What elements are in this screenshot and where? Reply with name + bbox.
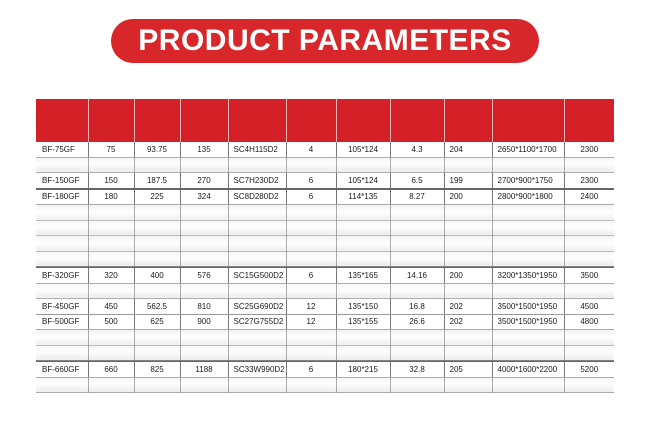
cell-cyl: 6 <box>286 189 336 205</box>
cell-g: 205 <box>444 361 492 377</box>
cell-bore: 105*124 <box>336 142 390 157</box>
cell-cyl <box>286 157 336 173</box>
table-row <box>36 299 614 315</box>
cell-cyl: 4 <box>286 142 336 157</box>
cell-engine: SC7H230D2 <box>228 173 286 189</box>
cell-g: 200 <box>444 267 492 283</box>
cell-bore <box>336 283 390 299</box>
cell-disp <box>390 251 444 267</box>
cell-kva <box>134 330 180 346</box>
table-row <box>36 330 614 346</box>
cell-dim: 4000*1600*2200 <box>492 361 564 377</box>
cell-model: BF-320GF <box>36 267 88 283</box>
cell-weight <box>564 205 614 221</box>
cell-a: 900 <box>180 314 228 330</box>
table-row <box>36 236 614 252</box>
cell-engine: SC33W990D2 <box>228 361 286 377</box>
cell-kva: 625 <box>134 314 180 330</box>
cell-disp <box>390 377 444 393</box>
table-row <box>36 283 614 299</box>
cell-kw <box>88 345 134 361</box>
table-row <box>36 267 614 283</box>
cell-model: BF-180GF <box>36 189 88 205</box>
cell-dim <box>492 377 564 393</box>
cell-a <box>180 220 228 236</box>
cell-disp <box>390 236 444 252</box>
cell-disp <box>390 345 444 361</box>
cell-g <box>444 345 492 361</box>
cell-kw: 450 <box>88 299 134 315</box>
table-row <box>36 251 614 267</box>
cell-dim <box>492 205 564 221</box>
cell-bore: 135*150 <box>336 299 390 315</box>
cell-bore: 135*165 <box>336 267 390 283</box>
cell-weight: 2300 <box>564 173 614 189</box>
cell-kw: 660 <box>88 361 134 377</box>
header-cell <box>180 99 228 142</box>
cell-model <box>36 236 88 252</box>
cell-model: BF-500GF <box>36 314 88 330</box>
cell-kva <box>134 157 180 173</box>
header-cell <box>444 99 492 142</box>
cell-engine: SC15G500D2 <box>228 267 286 283</box>
cell-kva <box>134 205 180 221</box>
cell-kw <box>88 220 134 236</box>
cell-engine <box>228 236 286 252</box>
cell-a <box>180 251 228 267</box>
cell-a <box>180 330 228 346</box>
cell-g <box>444 157 492 173</box>
cell-weight <box>564 345 614 361</box>
cell-disp: 32.8 <box>390 361 444 377</box>
table-row <box>36 361 614 377</box>
cell-kw <box>88 330 134 346</box>
cell-dim <box>492 283 564 299</box>
cell-disp: 26.6 <box>390 314 444 330</box>
cell-a: 270 <box>180 173 228 189</box>
cell-kva: 400 <box>134 267 180 283</box>
cell-engine <box>228 377 286 393</box>
cell-weight: 5200 <box>564 361 614 377</box>
cell-kva <box>134 251 180 267</box>
table-row <box>36 157 614 173</box>
cell-kva <box>134 377 180 393</box>
header-cell <box>228 99 286 142</box>
header-cell <box>390 99 444 142</box>
cell-dim <box>492 345 564 361</box>
header-cell <box>564 99 614 142</box>
cell-dim: 2800*900*1800 <box>492 189 564 205</box>
cell-dim <box>492 330 564 346</box>
table-row <box>36 314 614 330</box>
cell-dim <box>492 157 564 173</box>
cell-kva <box>134 345 180 361</box>
cell-cyl <box>286 205 336 221</box>
cell-g: 202 <box>444 299 492 315</box>
cell-cyl: 6 <box>286 267 336 283</box>
header-cell <box>36 99 88 142</box>
cell-model <box>36 220 88 236</box>
cell-model <box>36 205 88 221</box>
cell-cyl <box>286 236 336 252</box>
cell-kva <box>134 283 180 299</box>
cell-kw: 150 <box>88 173 134 189</box>
header-cell <box>286 99 336 142</box>
cell-model <box>36 251 88 267</box>
cell-weight <box>564 236 614 252</box>
cell-model: BF-660GF <box>36 361 88 377</box>
cell-cyl: 6 <box>286 173 336 189</box>
cell-a <box>180 236 228 252</box>
cell-model: BF-150GF <box>36 173 88 189</box>
cell-kva: 93.75 <box>134 142 180 157</box>
cell-g: 202 <box>444 314 492 330</box>
cell-a: 324 <box>180 189 228 205</box>
cell-disp <box>390 205 444 221</box>
parameters-table-wrapper <box>36 99 614 393</box>
cell-a <box>180 205 228 221</box>
cell-dim: 3500*1500*1950 <box>492 314 564 330</box>
cell-bore <box>336 345 390 361</box>
cell-a <box>180 157 228 173</box>
cell-model <box>36 345 88 361</box>
cell-cyl <box>286 377 336 393</box>
cell-bore: 135*155 <box>336 314 390 330</box>
cell-cyl <box>286 283 336 299</box>
cell-g <box>444 236 492 252</box>
table-header-row <box>36 99 614 142</box>
cell-weight: 4500 <box>564 299 614 315</box>
cell-bore <box>336 330 390 346</box>
cell-engine: SC4H115D2 <box>228 142 286 157</box>
cell-a <box>180 345 228 361</box>
cell-engine <box>228 330 286 346</box>
header-cell <box>88 99 134 142</box>
cell-engine <box>228 345 286 361</box>
cell-dim <box>492 220 564 236</box>
cell-kw <box>88 377 134 393</box>
table-row <box>36 173 614 189</box>
cell-cyl <box>286 251 336 267</box>
cell-model: BF-75GF <box>36 142 88 157</box>
cell-kw <box>88 157 134 173</box>
cell-weight: 3500 <box>564 267 614 283</box>
parameters-table <box>36 99 614 393</box>
cell-kw <box>88 251 134 267</box>
cell-bore <box>336 157 390 173</box>
header-cell <box>336 99 390 142</box>
cell-bore <box>336 251 390 267</box>
cell-dim: 2700*900*1750 <box>492 173 564 189</box>
cell-cyl: 12 <box>286 299 336 315</box>
cell-engine <box>228 251 286 267</box>
title-banner <box>111 19 539 63</box>
cell-engine: SC25G690D2 <box>228 299 286 315</box>
cell-engine <box>228 205 286 221</box>
cell-bore <box>336 377 390 393</box>
cell-engine <box>228 283 286 299</box>
cell-bore: 105*124 <box>336 173 390 189</box>
cell-g: 200 <box>444 189 492 205</box>
cell-g: 199 <box>444 173 492 189</box>
cell-kva <box>134 220 180 236</box>
cell-bore <box>336 220 390 236</box>
cell-cyl: 6 <box>286 361 336 377</box>
cell-bore: 114*135 <box>336 189 390 205</box>
cell-dim: 3200*1350*1950 <box>492 267 564 283</box>
cell-kva: 562.5 <box>134 299 180 315</box>
cell-disp <box>390 220 444 236</box>
page-title: PRODUCT PARAMETERS <box>138 24 512 57</box>
cell-bore <box>336 236 390 252</box>
cell-kva: 187.5 <box>134 173 180 189</box>
cell-kw <box>88 205 134 221</box>
header-cell <box>134 99 180 142</box>
cell-disp: 8.27 <box>390 189 444 205</box>
cell-weight <box>564 220 614 236</box>
cell-a: 135 <box>180 142 228 157</box>
table-body <box>36 142 614 393</box>
cell-disp <box>390 330 444 346</box>
cell-weight: 2300 <box>564 142 614 157</box>
cell-g <box>444 283 492 299</box>
cell-a: 576 <box>180 267 228 283</box>
cell-g: 204 <box>444 142 492 157</box>
cell-model <box>36 283 88 299</box>
cell-g <box>444 220 492 236</box>
cell-a <box>180 283 228 299</box>
table-row <box>36 142 614 157</box>
cell-model <box>36 377 88 393</box>
cell-bore: 180*215 <box>336 361 390 377</box>
cell-dim <box>492 251 564 267</box>
cell-weight <box>564 283 614 299</box>
cell-a: 1188 <box>180 361 228 377</box>
cell-weight <box>564 377 614 393</box>
cell-kw: 320 <box>88 267 134 283</box>
table-row <box>36 345 614 361</box>
cell-cyl <box>286 345 336 361</box>
cell-kw <box>88 236 134 252</box>
header-cell <box>492 99 564 142</box>
cell-engine: SC27G755D2 <box>228 314 286 330</box>
cell-model <box>36 157 88 173</box>
cell-kw: 500 <box>88 314 134 330</box>
table-row <box>36 189 614 205</box>
cell-disp: 16.8 <box>390 299 444 315</box>
cell-g <box>444 377 492 393</box>
cell-kw: 180 <box>88 189 134 205</box>
cell-disp: 14.16 <box>390 267 444 283</box>
cell-disp: 6.5 <box>390 173 444 189</box>
cell-a: 810 <box>180 299 228 315</box>
cell-dim <box>492 236 564 252</box>
cell-kva: 225 <box>134 189 180 205</box>
cell-g <box>444 205 492 221</box>
cell-dim: 3500*1500*1950 <box>492 299 564 315</box>
cell-model: BF-450GF <box>36 299 88 315</box>
cell-kw: 75 <box>88 142 134 157</box>
cell-g <box>444 330 492 346</box>
cell-kw <box>88 283 134 299</box>
cell-weight: 4800 <box>564 314 614 330</box>
cell-cyl: 12 <box>286 314 336 330</box>
cell-g <box>444 251 492 267</box>
cell-cyl <box>286 220 336 236</box>
cell-disp <box>390 157 444 173</box>
cell-disp <box>390 283 444 299</box>
cell-disp: 4.3 <box>390 142 444 157</box>
cell-bore <box>336 205 390 221</box>
cell-a <box>180 377 228 393</box>
cell-model <box>36 330 88 346</box>
cell-weight <box>564 157 614 173</box>
cell-engine <box>228 157 286 173</box>
cell-engine: SC8D280D2 <box>228 189 286 205</box>
cell-weight: 2400 <box>564 189 614 205</box>
table-row <box>36 220 614 236</box>
cell-cyl <box>286 330 336 346</box>
table-row <box>36 377 614 393</box>
cell-dim: 2650*1100*1700 <box>492 142 564 157</box>
cell-engine <box>228 220 286 236</box>
cell-kva: 825 <box>134 361 180 377</box>
cell-weight <box>564 251 614 267</box>
cell-kva <box>134 236 180 252</box>
table-row <box>36 205 614 221</box>
cell-weight <box>564 330 614 346</box>
